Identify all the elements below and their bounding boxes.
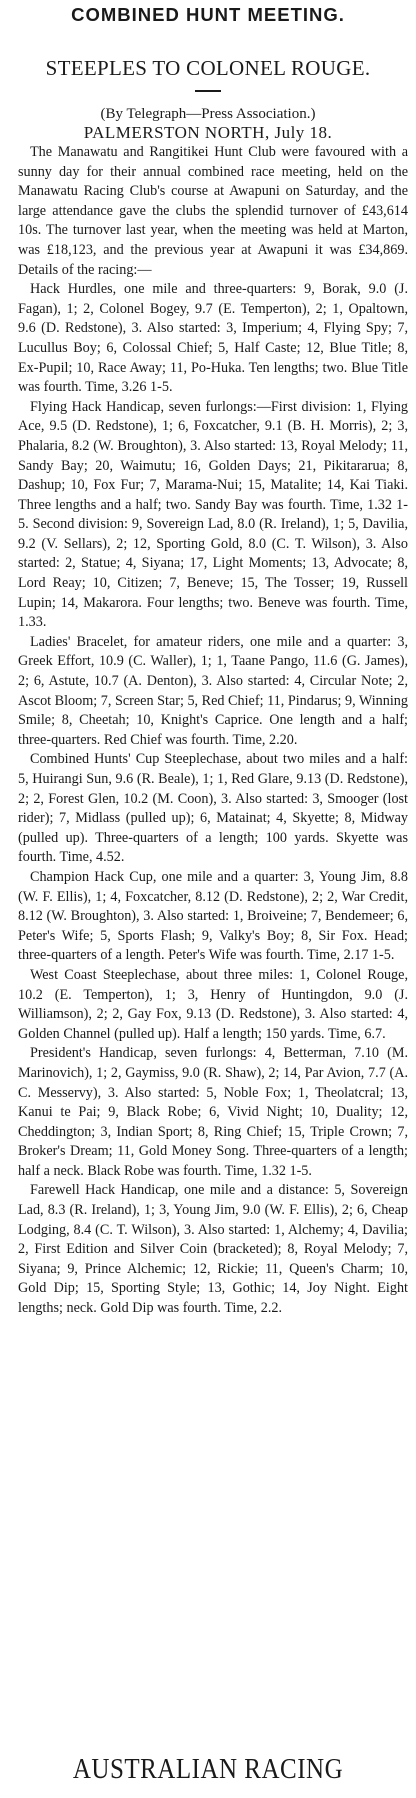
- race-result-ladies-bracelet: Ladies' Bracelet, for amateur riders, one mile and a quarter: 3, Greek Effort, 10.9 (C. Waller), 1; 1, Taane Pango, 11.6 (G. James), 2; 6, Astute, 10.7 (A. Denton), 3. Also started: 4, Circular Note; 2, Ascot Bloom; 7, Screen Star; 5, Red Chief; 11, Pindarus; 9, Winning Smile; 8, Cheetah; 10, Knight's Caprice. One length and a half; three-quarters. Red Chief was fourth. Time, 2.20.: [18, 633, 408, 748]
- sub-headline: STEEPLES TO COLONEL ROUGE.: [45, 56, 371, 80]
- article-body: [0, 143, 416, 1319]
- race-result-hack-hurdles: Hack Hurdles, one mile and three-quarters: 9, Borak, 9.0 (J. Fagan), 1; 2, Colonel Bogey, 9.7 (E. Temperton), 2; 1, Opaltown, 9.6 (D. Redstone), 3. Also started: 3, Imperium; 4, Flying Spy; 7, Lucullus Boy; 6, Colossal Chief; 5, Half Caste; 12, Blue Title; 8, Ex-Pupil; 10, Race Away; 11, Po-Huka. Ten lengths; two. Blue Title was fourth. Time, 3.26 1-5.: [18, 281, 408, 396]
- dateline: PALMERSTON NORTH, July 18.: [83, 123, 333, 142]
- divider-rule: [195, 90, 221, 92]
- race-result-west-coast-steeplechase: West Coast Steeplechase, about three miles: 1, Colonel Rouge, 10.2 (E. Temperton), 1; 3, Henry of Huntingdon, 9.0 (J. Williamson), 2; 2, Gay Fox, 9.13 (D. Redstone), 3. Also started: 4, Golden Channel (pulled up). Half a length; 150 yards. Time, 6.7.: [18, 966, 408, 1042]
- next-article-headline: AUSTRALIAN RACING: [72, 1753, 344, 1785]
- intro-paragraph: The Manawatu and Rangitikei Hunt Club were favoured with a sunny day for their annual combined race meeting, held on the Manawatu Racing Club's course at Awapuni on Saturday, and the large attendance gave the clubs the splendid turnover of £43,614 10s. The turnover last year, when the meeting was held at Marton, was £18,123, and the previous year at Awapuni it was £34,869. Details of the racing:—: [18, 144, 408, 278]
- byline: (By Telegraph—Press Association.): [100, 106, 316, 122]
- headline: COMBINED HUNT MEETING.: [71, 4, 345, 25]
- race-result-champion-hack-cup: Champion Hack Cup, one mile and a quarter: 3, Young Jim, 8.8 (W. F. Ellis), 1; 4, Foxcatcher, 8.12 (D. Redstone), 2; 2, War Credit, 8.12 (W. Broughton), 3. Also started: 1, Broiveine; 7, Bendemeer; 6, Peter's Wife; 5, Sports Flash; 9, Valky's Boy; 8, Sir Fox. Head; three-quarters of a length. Peter's Wife was fourth. Time, 2.17 1-5.: [18, 868, 408, 964]
- race-result-flying-hack-handicap: Flying Hack Handicap, seven furlongs:—First division: 1, Flying Ace, 9.5 (D. Redstone), 1; 6, Foxcatcher, 9.1 (B. H. Morris), 2; 3, Phalaria, 8.2 (W. Broughton), 3. Also started: 13, Royal Melody; 11, Sandy Bay; 20, Waimutu; 16, Golden Days; 21, Pikitararua; 8, Dashup; 10, Fox Fur; 7, Marama-Nui; 15, Matalite; 14, Kai Tiaki. Three lengths and a half; two. Sandy Bay was fourth. Time, 1.32 1-5. Second division: 9, Sovereign Lad, 8.0 (R. Ireland), 1; 5, Davilia, 9.2 (V. Sellars), 2; 12, Sporting Gold, 8.0 (C. T. Wilson), 3. Also started: 2, Statue; 4, Siyana; 17, Light Moments; 13, Advocate; 8, Lord Reay; 10, Citizen; 7, Beneve; 15, The Tosser; 19, Russell Lupin; 14, Makarora. Four lengths; two. Beneve was fourth. Time, 1.33.: [18, 398, 408, 631]
- race-result-farewell-hack-handicap: Farewell Hack Handicap, one mile and a distance: 5, Sovereign Lad, 8.3 (R. Ireland), 1; 3, Young Jim, 9.0 (W. F. Ellis), 2; 6, Cheap Lodging, 8.4 (C. T. Wilson), 3. Also started: 1, Alchemy; 4, Davilia; 2, First Edition and Silver Coin (bracketed); 8, Royal Melody; 7, Siyana; 9, Prince Alchemic; 12, Rickie; 11, Queen's Charm; 10, Gold Dip; 15, Sporting Style; 13, Gothic; 14, Joy Night. Eight lengths; neck. Gold Dip was fourth. Time, 2.2.: [18, 1182, 408, 1317]
- race-result-presidents-handicap: President's Handicap, seven furlongs: 4, Betterman, 7.10 (M. Marinovich), 1; 2, Gaymiss, 9.0 (R. Shaw), 2; 14, Par Avion, 7.7 (A. C. Messervy), 3. Also started: 5, Noble Fox; 1, Theolatcral; 13, Kanui te Pai; 9, Black Robe; 6, Vivid Night; 10, Duality; 12, Cheddington; 3, Indian Sport; 8, Ring Chief; 15, Triple Crown; 7, Broker's Dream; 11, Gold Money Song. Three-quarters of a length; half a neck. Black Robe was fourth. Time, 1.32 1-5.: [18, 1045, 408, 1179]
- race-result-combined-hunts-cup: Combined Hunts' Cup Steeplechase, about two miles and a half: 5, Huirangi Sun, 9.6 (R. Beale), 1; 1, Red Glare, 9.13 (D. Redstone), 2; 2, Forest Glen, 10.2 (M. Coon), 3. Also started: 3, Smooger (lost rider); 7, Midlass (pulled up); 6, Matainat; 4, Skyette; 8, Midway (pulled up). Three-quarters of a length; 100 yards. Skyette was fourth. Time, 4.52.: [18, 751, 408, 866]
